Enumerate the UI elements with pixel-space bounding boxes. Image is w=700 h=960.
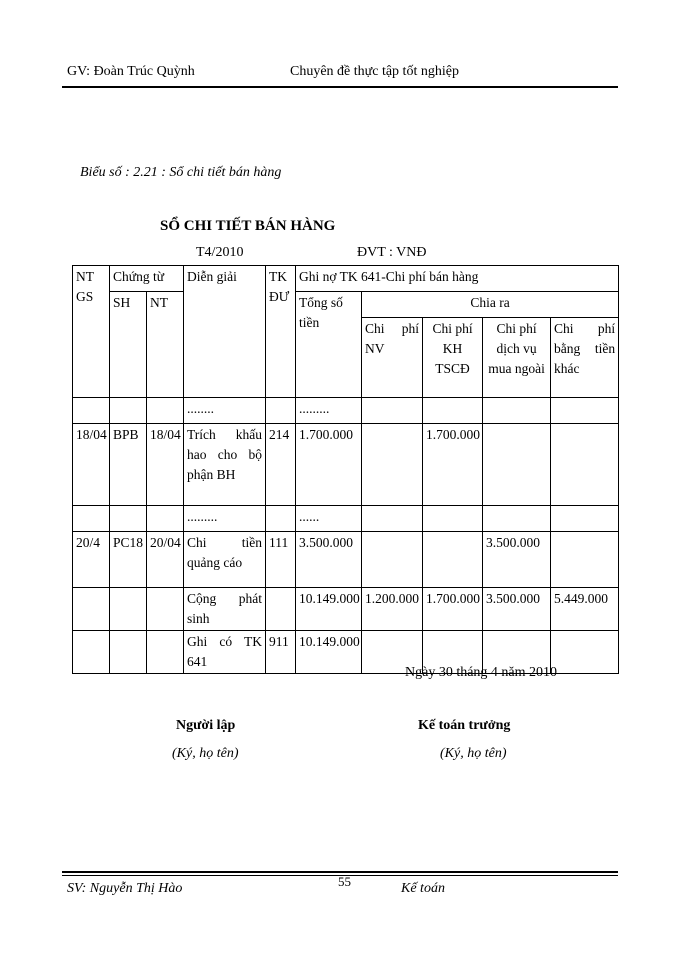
row-account	[266, 506, 296, 532]
row-date	[73, 631, 110, 674]
row-total: ......	[296, 506, 362, 532]
row-date	[73, 506, 110, 532]
row-description: Trích khấu hao cho bộ phận BH	[184, 424, 266, 506]
row-date: 18/04	[73, 424, 110, 506]
row-other-cash	[551, 631, 619, 674]
row-depreciation: 1.700.000	[423, 424, 483, 506]
footer-divider	[62, 871, 618, 873]
row-sh: BPB	[110, 424, 147, 506]
row-description: .........	[184, 506, 266, 532]
row-sh	[110, 398, 147, 424]
row-description: Cộng phát sinh	[184, 588, 266, 631]
row-total: 10.149.000	[296, 588, 362, 631]
header-author: GV: Đoàn Trúc Quỳnh	[67, 64, 195, 79]
header-description: Diễn giải	[184, 266, 266, 398]
header-document-title: Chuyên đề thực tập tốt nghiệp	[290, 64, 459, 79]
chief-accountant-note: (Ký, họ tên)	[440, 746, 507, 761]
row-total: 10.149.000	[296, 631, 362, 674]
header-staff-cost: Chi phí NV	[362, 318, 423, 398]
row-outsourced: 3.500.000	[483, 532, 551, 588]
header-outsourced: Chi phí dịch vụ mua ngoài	[483, 318, 551, 398]
chief-accountant-role: Kế toán trưởng	[418, 718, 511, 733]
header-total: Tổng số tiền	[296, 292, 362, 398]
row-depreciation	[423, 532, 483, 588]
table-row	[73, 398, 619, 424]
header-breakdown: Chia ra	[362, 292, 619, 318]
row-nt: 18/04	[147, 424, 184, 506]
row-other-cash	[551, 532, 619, 588]
header-depreciation: Chi phí KH TSCĐ	[423, 318, 483, 398]
figure-caption: Biểu số : 2.21 : Sổ chi tiết bán hàng	[80, 165, 282, 180]
page-number: 55	[338, 874, 351, 889]
row-sh	[110, 588, 147, 631]
row-sh: PC18	[110, 532, 147, 588]
preparer-role: Người lập	[176, 718, 236, 733]
row-other-cash: 5.449.000	[551, 588, 619, 631]
header-debit-group: Ghi nợ TK 641-Chi phí bán hàng	[296, 266, 619, 292]
header-voucher: Chứng từ	[110, 266, 184, 292]
header-sh: SH	[110, 292, 147, 398]
row-nt	[147, 631, 184, 674]
row-date: 20/4	[73, 532, 110, 588]
row-description: ........	[184, 398, 266, 424]
row-total: 3.500.000	[296, 532, 362, 588]
row-other-cash	[551, 398, 619, 424]
row-staff-cost	[362, 424, 423, 506]
table-row	[73, 532, 619, 588]
header-tk-du: TK ĐƯ	[266, 266, 296, 398]
row-depreciation	[423, 398, 483, 424]
row-nt	[147, 506, 184, 532]
ledger-period: T4/2010	[196, 245, 244, 260]
row-account: 911	[266, 631, 296, 674]
row-description: Ghi có TK 641	[184, 631, 266, 674]
header-row-1	[73, 266, 619, 292]
row-outsourced	[483, 398, 551, 424]
row-staff-cost	[362, 532, 423, 588]
footer-department: Kế toán	[401, 881, 445, 896]
row-other-cash	[551, 424, 619, 506]
row-nt	[147, 398, 184, 424]
row-sh	[110, 631, 147, 674]
row-other-cash	[551, 506, 619, 532]
row-description: Chi tiền quảng cáo	[184, 532, 266, 588]
row-sh	[110, 506, 147, 532]
header-nt: NT	[147, 292, 184, 398]
row-staff-cost	[362, 398, 423, 424]
row-total: .........	[296, 398, 362, 424]
row-total: 1.700.000	[296, 424, 362, 506]
footer-student: SV: Nguyễn Thị Hào	[67, 881, 183, 896]
header-nt-gs: NT GS	[73, 266, 110, 398]
table-row	[73, 588, 619, 631]
date-line: Ngày 30 tháng 4 năm 2010	[405, 665, 558, 680]
row-outsourced	[483, 424, 551, 506]
header-row-2	[73, 292, 619, 318]
row-outsourced	[483, 506, 551, 532]
row-staff-cost: 1.200.000	[362, 588, 423, 631]
row-account: 214	[266, 424, 296, 506]
header-other-cash: Chi phí bằng tiền khác	[551, 318, 619, 398]
currency-unit: ĐVT : VNĐ	[357, 245, 427, 260]
table-row	[73, 506, 619, 532]
row-staff-cost	[362, 506, 423, 532]
ledger-title: SỔ CHI TIẾT BÁN HÀNG	[160, 218, 336, 234]
preparer-note: (Ký, họ tên)	[172, 746, 239, 761]
table-row	[73, 424, 619, 506]
row-date	[73, 398, 110, 424]
row-account: 111	[266, 532, 296, 588]
row-depreciation	[423, 506, 483, 532]
row-account	[266, 588, 296, 631]
row-nt: 20/04	[147, 532, 184, 588]
header-divider	[62, 86, 618, 88]
row-account	[266, 398, 296, 424]
row-outsourced: 3.500.000	[483, 588, 551, 631]
row-depreciation: 1.700.000	[423, 588, 483, 631]
sales-detail-ledger-table	[72, 265, 619, 674]
row-nt	[147, 588, 184, 631]
row-date	[73, 588, 110, 631]
